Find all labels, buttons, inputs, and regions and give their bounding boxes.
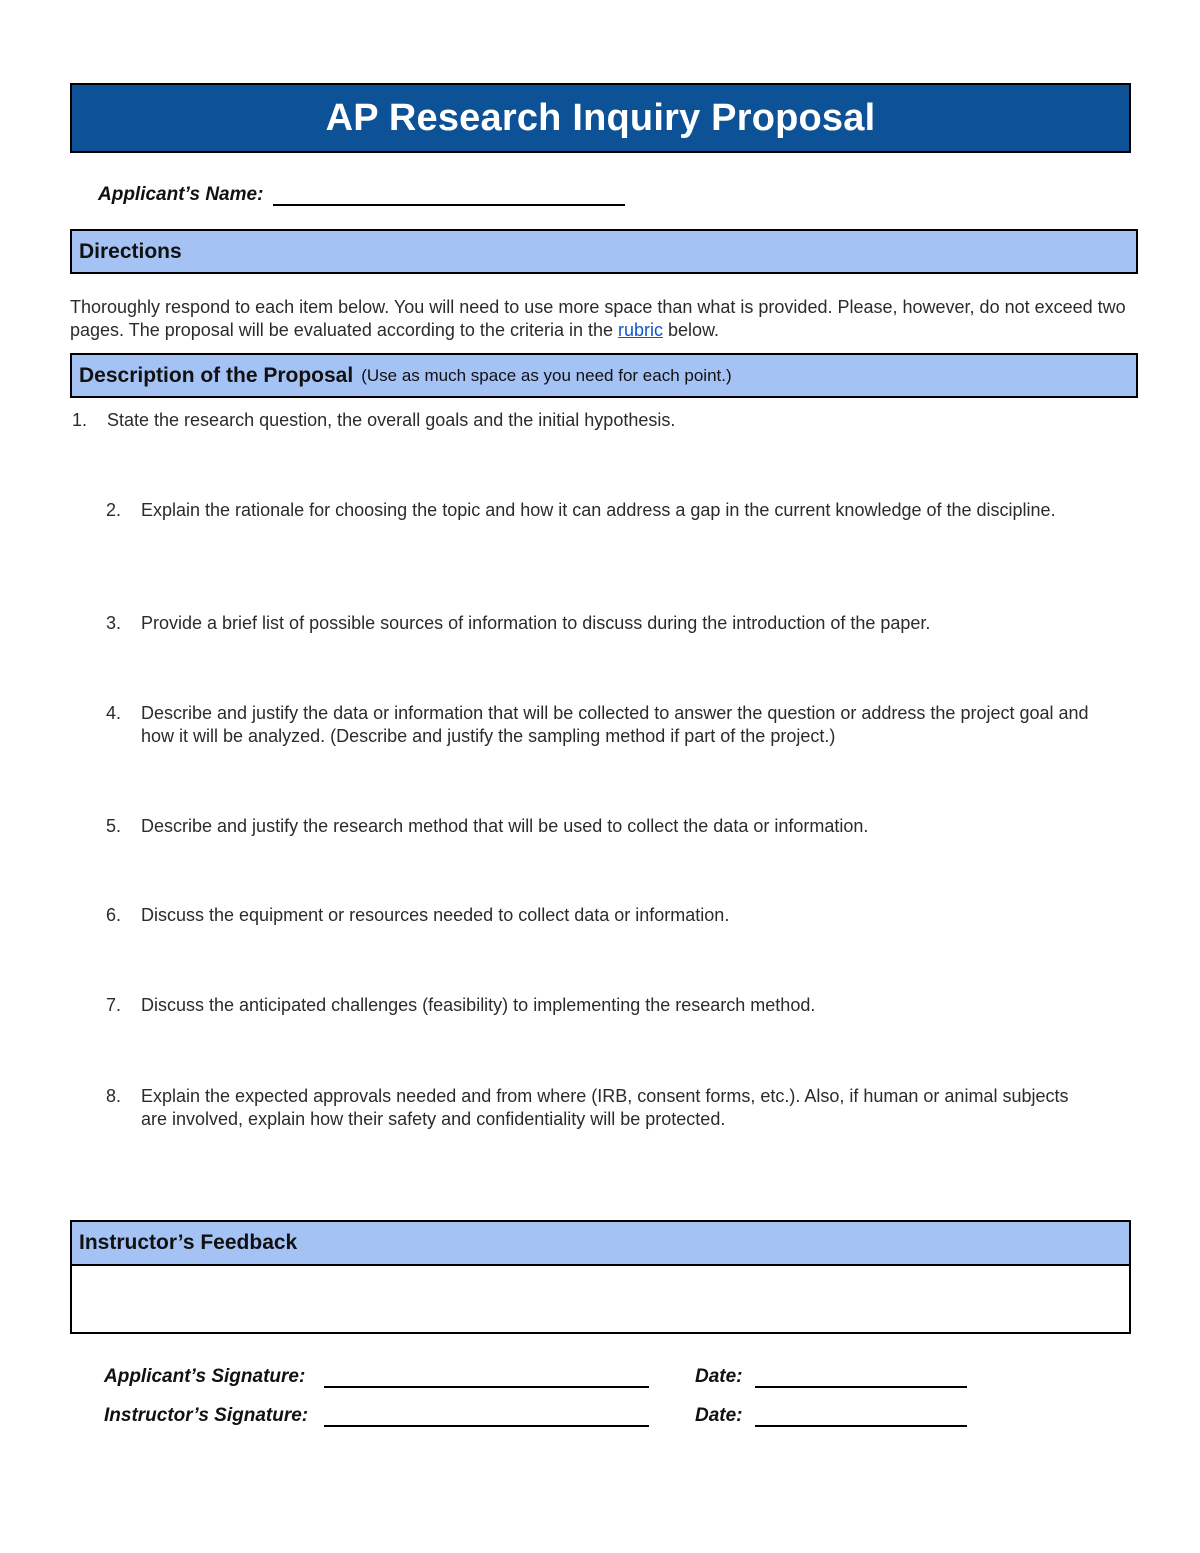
applicant-signature-row <box>104 1356 967 1388</box>
document-title: AP Research Inquiry Proposal <box>325 96 876 139</box>
instructor-date-label: Date: <box>695 1405 743 1426</box>
item-number: 8. <box>106 1086 122 1106</box>
item-text: Describe and justify the data or information that will be collected to answer the question or address the project goal and how it will be analyzed. (Describe and justify the sampling method if part of the project.) <box>141 703 1089 746</box>
list-item <box>106 499 1096 522</box>
list-item <box>106 815 1130 838</box>
list-item <box>106 994 1130 1017</box>
directions-heading: Directions <box>79 239 182 263</box>
directions-header <box>70 229 1138 274</box>
item-text: Discuss the equipment or resources needed to collect data or information. <box>141 905 730 925</box>
title-banner <box>70 83 1131 153</box>
instructor-signature-field[interactable] <box>324 1395 649 1427</box>
rubric-link[interactable]: rubric <box>618 320 664 340</box>
applicant-name-field[interactable] <box>273 174 625 206</box>
item-number: 5. <box>106 816 122 836</box>
feedback-field[interactable] <box>72 1266 1129 1334</box>
feedback-heading: Instructor’s Feedback <box>72 1222 1129 1266</box>
list-item <box>106 612 1130 635</box>
item-number: 2. <box>106 500 122 520</box>
instructor-signature-label: Instructor’s Signature: <box>104 1405 309 1426</box>
instructor-date-field[interactable] <box>755 1395 967 1427</box>
item-text: Describe and justify the research method that will be used to collect the data or information. <box>141 816 869 836</box>
applicant-date-field[interactable] <box>755 1356 967 1388</box>
directions-text-part1: Thoroughly respond to each item below. You will need to use more space than what is provided. Please, however, do not exceed two pages. The proposal will be evaluated according to the criteria in the <box>70 297 1126 340</box>
list-item <box>106 1085 1096 1131</box>
applicant-signature-field[interactable] <box>324 1356 649 1388</box>
item-number: 1. <box>72 410 88 430</box>
applicant-name-row <box>98 174 625 206</box>
list-item <box>106 702 1106 748</box>
applicant-signature-label: Applicant’s Signature: <box>104 1366 306 1387</box>
directions-text-part2: below. <box>663 320 720 340</box>
item-number: 4. <box>106 703 122 723</box>
item-text: Explain the rationale for choosing the topic and how it can address a gap in the current knowledge of the discipline. <box>141 500 1056 520</box>
item-text: Explain the expected approvals needed and from where (IRB, consent forms, etc.). Also, if human or animal subjects are involved, explain how their safety and confidentiality will be protected. <box>141 1086 1069 1129</box>
item-text: Discuss the anticipated challenges (feasibility) to implementing the research method. <box>141 995 816 1015</box>
item-number: 7. <box>106 995 122 1015</box>
applicant-date-label: Date: <box>695 1366 743 1387</box>
directions-text <box>70 296 1130 342</box>
list-item <box>106 904 1130 927</box>
applicant-name-label: Applicant’s Name: <box>98 184 264 205</box>
instructor-signature-row <box>104 1395 967 1427</box>
description-subheading: (Use as much space as you need for each point.) <box>361 365 732 385</box>
list-item <box>72 409 1132 432</box>
description-header <box>70 353 1138 398</box>
item-number: 6. <box>106 905 122 925</box>
description-heading: Description of the Proposal <box>79 363 354 387</box>
item-number: 3. <box>106 613 122 633</box>
item-text: Provide a brief list of possible sources of information to discuss during the introduction of the paper. <box>141 613 931 633</box>
instructor-feedback-box <box>70 1220 1131 1334</box>
item-text: State the research question, the overall goals and the initial hypothesis. <box>107 410 676 430</box>
